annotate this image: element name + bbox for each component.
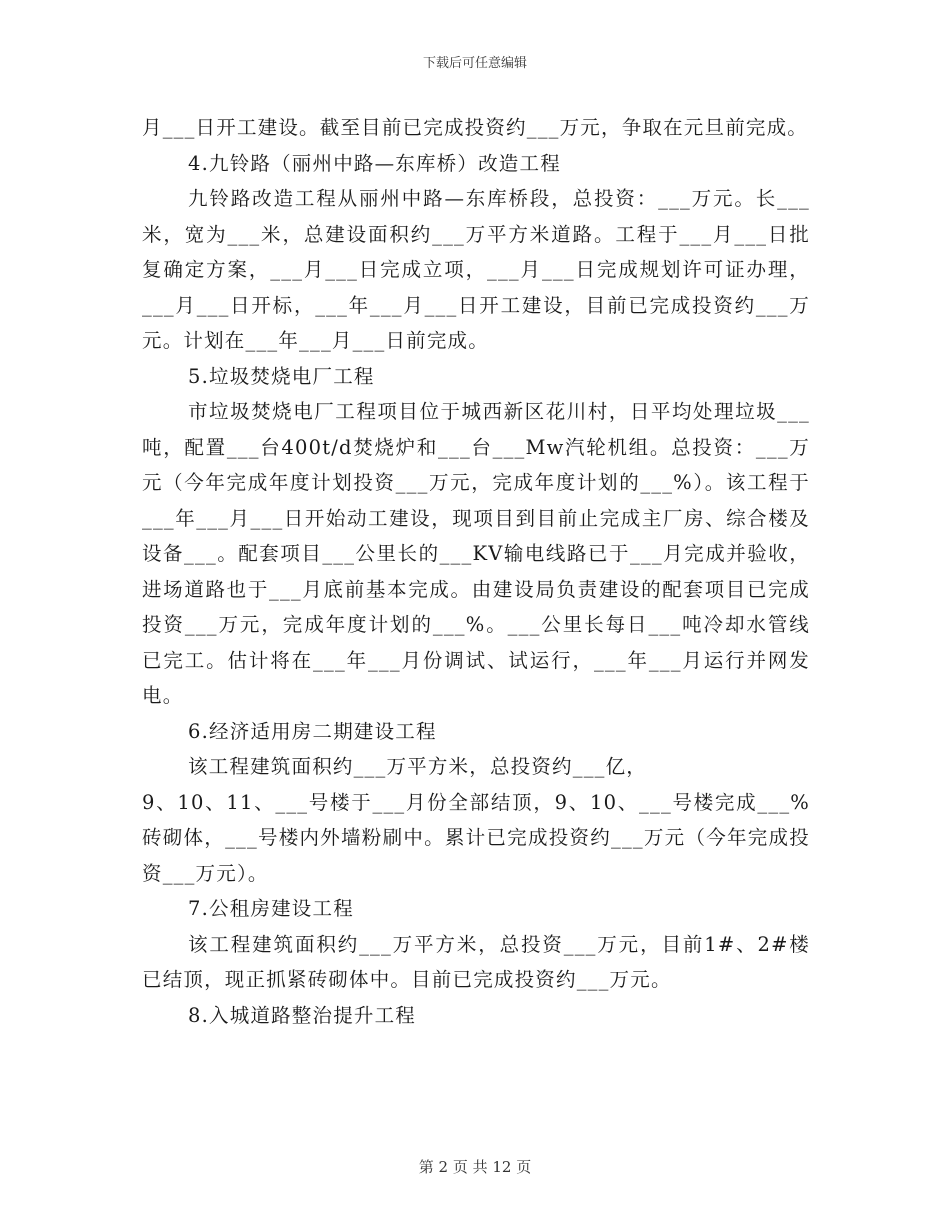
paragraph: 九铃路改造工程从丽州中路—东库桥段，总投资：___万元。长___米，宽为___米，总建设面积约___万平方米道路。工程于___月___日批复确定方案，___月___日完成立项，___月___日完成规划许可证办理，___月___日开标，___年___月___日开工建设，目前已完成投资约___万元。计划在___年___月___日前完成。 — [142, 187, 810, 352]
paragraph: 该工程建筑面积约___万平方米，总投资约___亿， — [188, 755, 648, 778]
paragraph: 9、10、11、___号楼于___月份全部结顶，9、10、___号楼完成___%砖砌体，___号楼内外墙粉刷中。累计已完成投资约___万元（今年完成投资___万元）。 — [142, 790, 810, 885]
page-number: 第 2 页 共 12 页 — [418, 1158, 532, 1176]
paragraph: 该工程建筑面积约___万平方米，总投资___万元，目前1#、2#楼已结顶，现正抓紧砖砌体中。目前已完成投资约___万元。 — [142, 932, 810, 991]
section-heading: 5.垃圾焚烧电厂工程 — [188, 364, 375, 388]
paragraph: 市垃圾焚烧电厂工程项目位于城西新区花川村，日平均处理垃圾___吨，配置___台400t/d焚烧炉和___台___Mw汽轮机组。总投资：___万元（今年完成年度计划投资___万元，完成年度计划的___%）。该工程于___年___月___日开始动工建设，现项目到目前止完成主厂房、综合楼及设备___。配套项目___公里长的___KV输电线路已于___月完成并验收，进场道路也于___月底前基本完成。由建设局负责建设的配套项目已完成投资___万元，完成年度计划的___%。___公里长每日___吨冷却水管线已完工。估计将在___年___月份调试、试运行，___年___月运行并网发电。 — [142, 400, 810, 707]
page-header: 下载后可任意编辑 — [422, 56, 527, 71]
document-body — [142, 110, 810, 1033]
section-heading: 7.公租房建设工程 — [188, 897, 354, 920]
section-heading: 4.九铃路（丽州中路—东库桥）改造工程 — [188, 151, 561, 175]
paragraph: 月___日开工建设。截至目前已完成投资约___万元，争取在元旦前完成。 — [142, 116, 809, 139]
section-heading: 8.入城道路整治提升工程 — [188, 1003, 417, 1027]
section-heading: 6.经济适用房二期建设工程 — [188, 719, 437, 743]
